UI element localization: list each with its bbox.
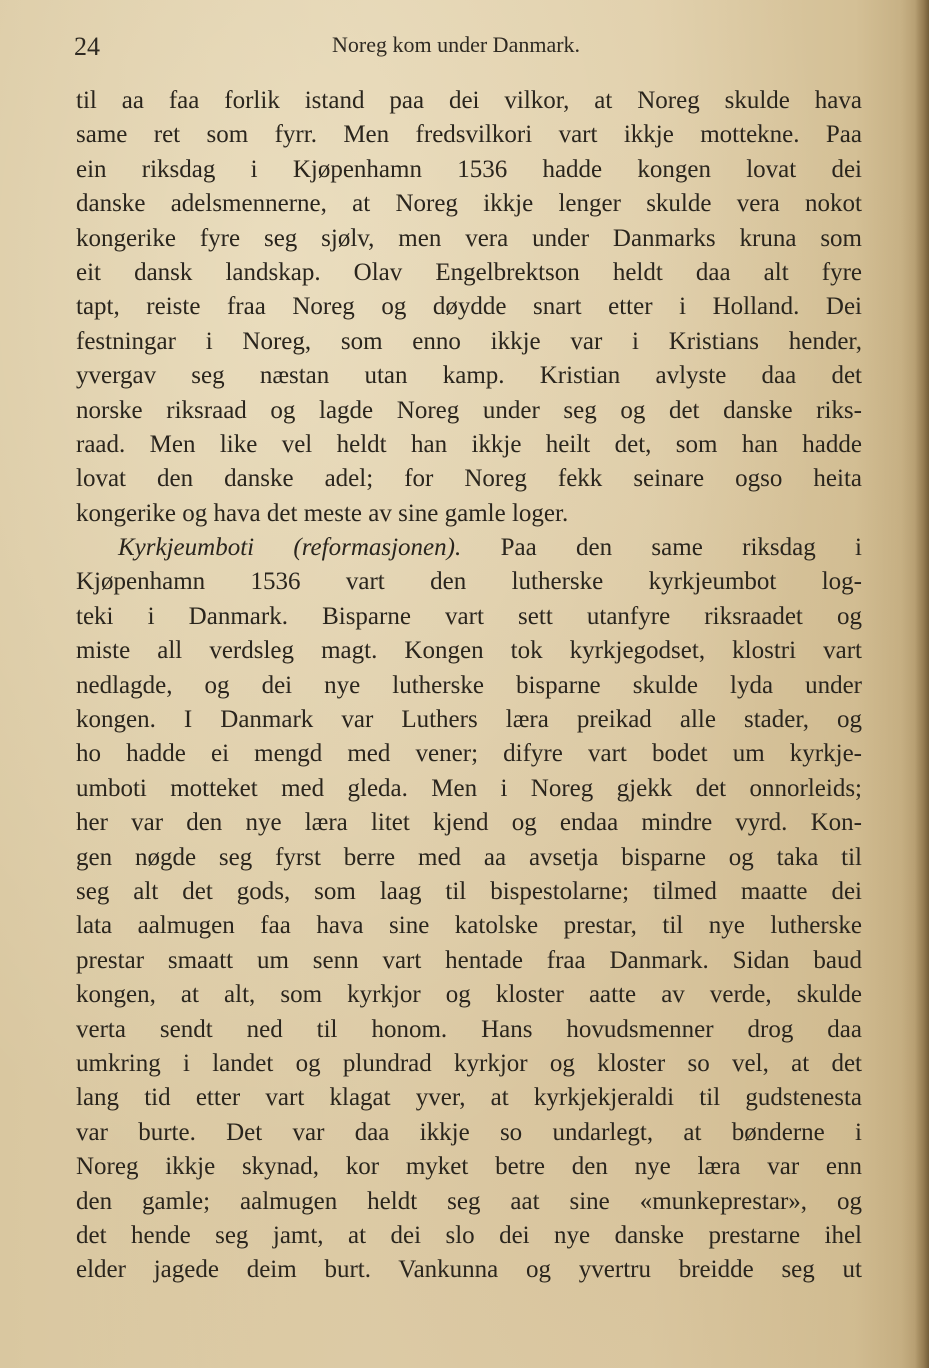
page-number: 24 [74, 32, 100, 61]
text-line: Kjøpenhamn 1536 vart den lutherske kyrkjeumbot log- [76, 568, 862, 596]
text-line: kongerike og hava det meste av sine gamle loger. [76, 499, 569, 527]
section-heading: Kyrkjeumboti (reformasjonen). [118, 534, 462, 562]
text-line: det hende seg jamt, at dei slo dei nye danske prestarne ihel [76, 1221, 862, 1249]
text-line: til aa faa forlik istand paa dei vilkor, at Noreg skulde hava [76, 87, 862, 114]
text-line: elder jagede deim burt. Vankunna og yvertru breidde seg ut [76, 1256, 862, 1284]
text-line: verta sendt ned til honom. Hans hovudsmenner drog daa [76, 1015, 862, 1043]
text-line: lata aalmugen faa hava sine katolske prestar, til nye lutherske [76, 912, 862, 940]
text-line: eit dansk landskap. Olav Engelbrektson heldt daa alt fyre [76, 258, 862, 286]
text-line: umkring i landet og plundrad kyrkjor og kloster so vel, at det [76, 1049, 862, 1077]
text-line: miste all verdsleg magt. Kongen tok kyrkjegodset, klostri vart [76, 637, 862, 665]
page-edge-shadow [915, 0, 929, 1368]
text-line: ho hadde ei mengd med vener; difyre vart bodet um kyrkje- [76, 740, 862, 768]
running-title: Noreg kom under Danmark. [332, 32, 581, 57]
text-line: var burte. Det var daa ikkje so undarlegt, at bønderne i [76, 1118, 862, 1146]
text-line: kongerike fyre seg sjølv, men vera under Danmarks kruna som [76, 224, 862, 252]
text-line: raad. Men like vel heldt han ikkje heilt det, som han hadde [76, 430, 862, 458]
text-line: her var den nye læra litet kjend og endaa mindre vyrd. Kon- [76, 809, 862, 837]
text-line: seg alt det gods, som laag til bispestolarne; tilmed maatte dei [76, 877, 862, 905]
section-start-line [76, 531, 862, 565]
text-line: yvergav seg næstan utan kamp. Kristian avlyste daa det [76, 362, 862, 390]
text-line: danske adelsmennerne, at Noreg ikkje lenger skulde vera nokot [76, 190, 862, 218]
text-line: kongen, at alt, som kyrkjor og kloster aatte av verde, skulde [76, 981, 862, 1009]
text-line: tapt, reiste fraa Noreg og døydde snart etter i Holland. Dei [76, 293, 862, 321]
text-line: festningar i Noreg, som enno ikkje var i Kristians hender, [76, 327, 862, 355]
text-line: same ret som fyrr. Men fredsvilkori vart ikkje mottekne. Paa [76, 121, 862, 149]
running-head [0, 30, 929, 66]
section-first-line-text: Paa den same riksdag i [500, 534, 862, 562]
text-line: lang tid etter vart klagat yver, at kyrkjekjeraldi til gudstenesta [76, 1084, 862, 1112]
text-line: nedlagde, og dei nye lutherske bisparne skulde lyda under [76, 671, 862, 699]
text-line: norske riksraad og lagde Noreg under seg og det danske riks- [76, 396, 862, 424]
body-text [76, 84, 862, 1288]
text-line: umboti motteket med gleda. Men i Noreg gjekk det onnorleids; [76, 774, 862, 802]
text-line: lovat den danske adel; for Noreg fekk seinare ogso heita [76, 465, 862, 493]
text-line: ein riksdag i Kjøpenhamn 1536 hadde kongen lovat dei [76, 155, 862, 183]
text-line: kongen. I Danmark var Luthers læra preikad alle stader, og [76, 706, 862, 734]
text-line: teki i Danmark. Bisparne vart sett utanfyre riksraadet og [76, 602, 862, 630]
text-line: Noreg ikkje skynad, kor myket betre den nye læra var enn [76, 1153, 862, 1181]
text-line: gen nøgde seg fyrst berre med aa avsetja bisparne og taka til [76, 843, 862, 871]
text-line: den gamle; aalmugen heldt seg aat sine «munkeprestar», og [76, 1187, 862, 1215]
text-line: prestar smaatt um senn vart hentade fraa Danmark. Sidan baud [76, 946, 862, 974]
